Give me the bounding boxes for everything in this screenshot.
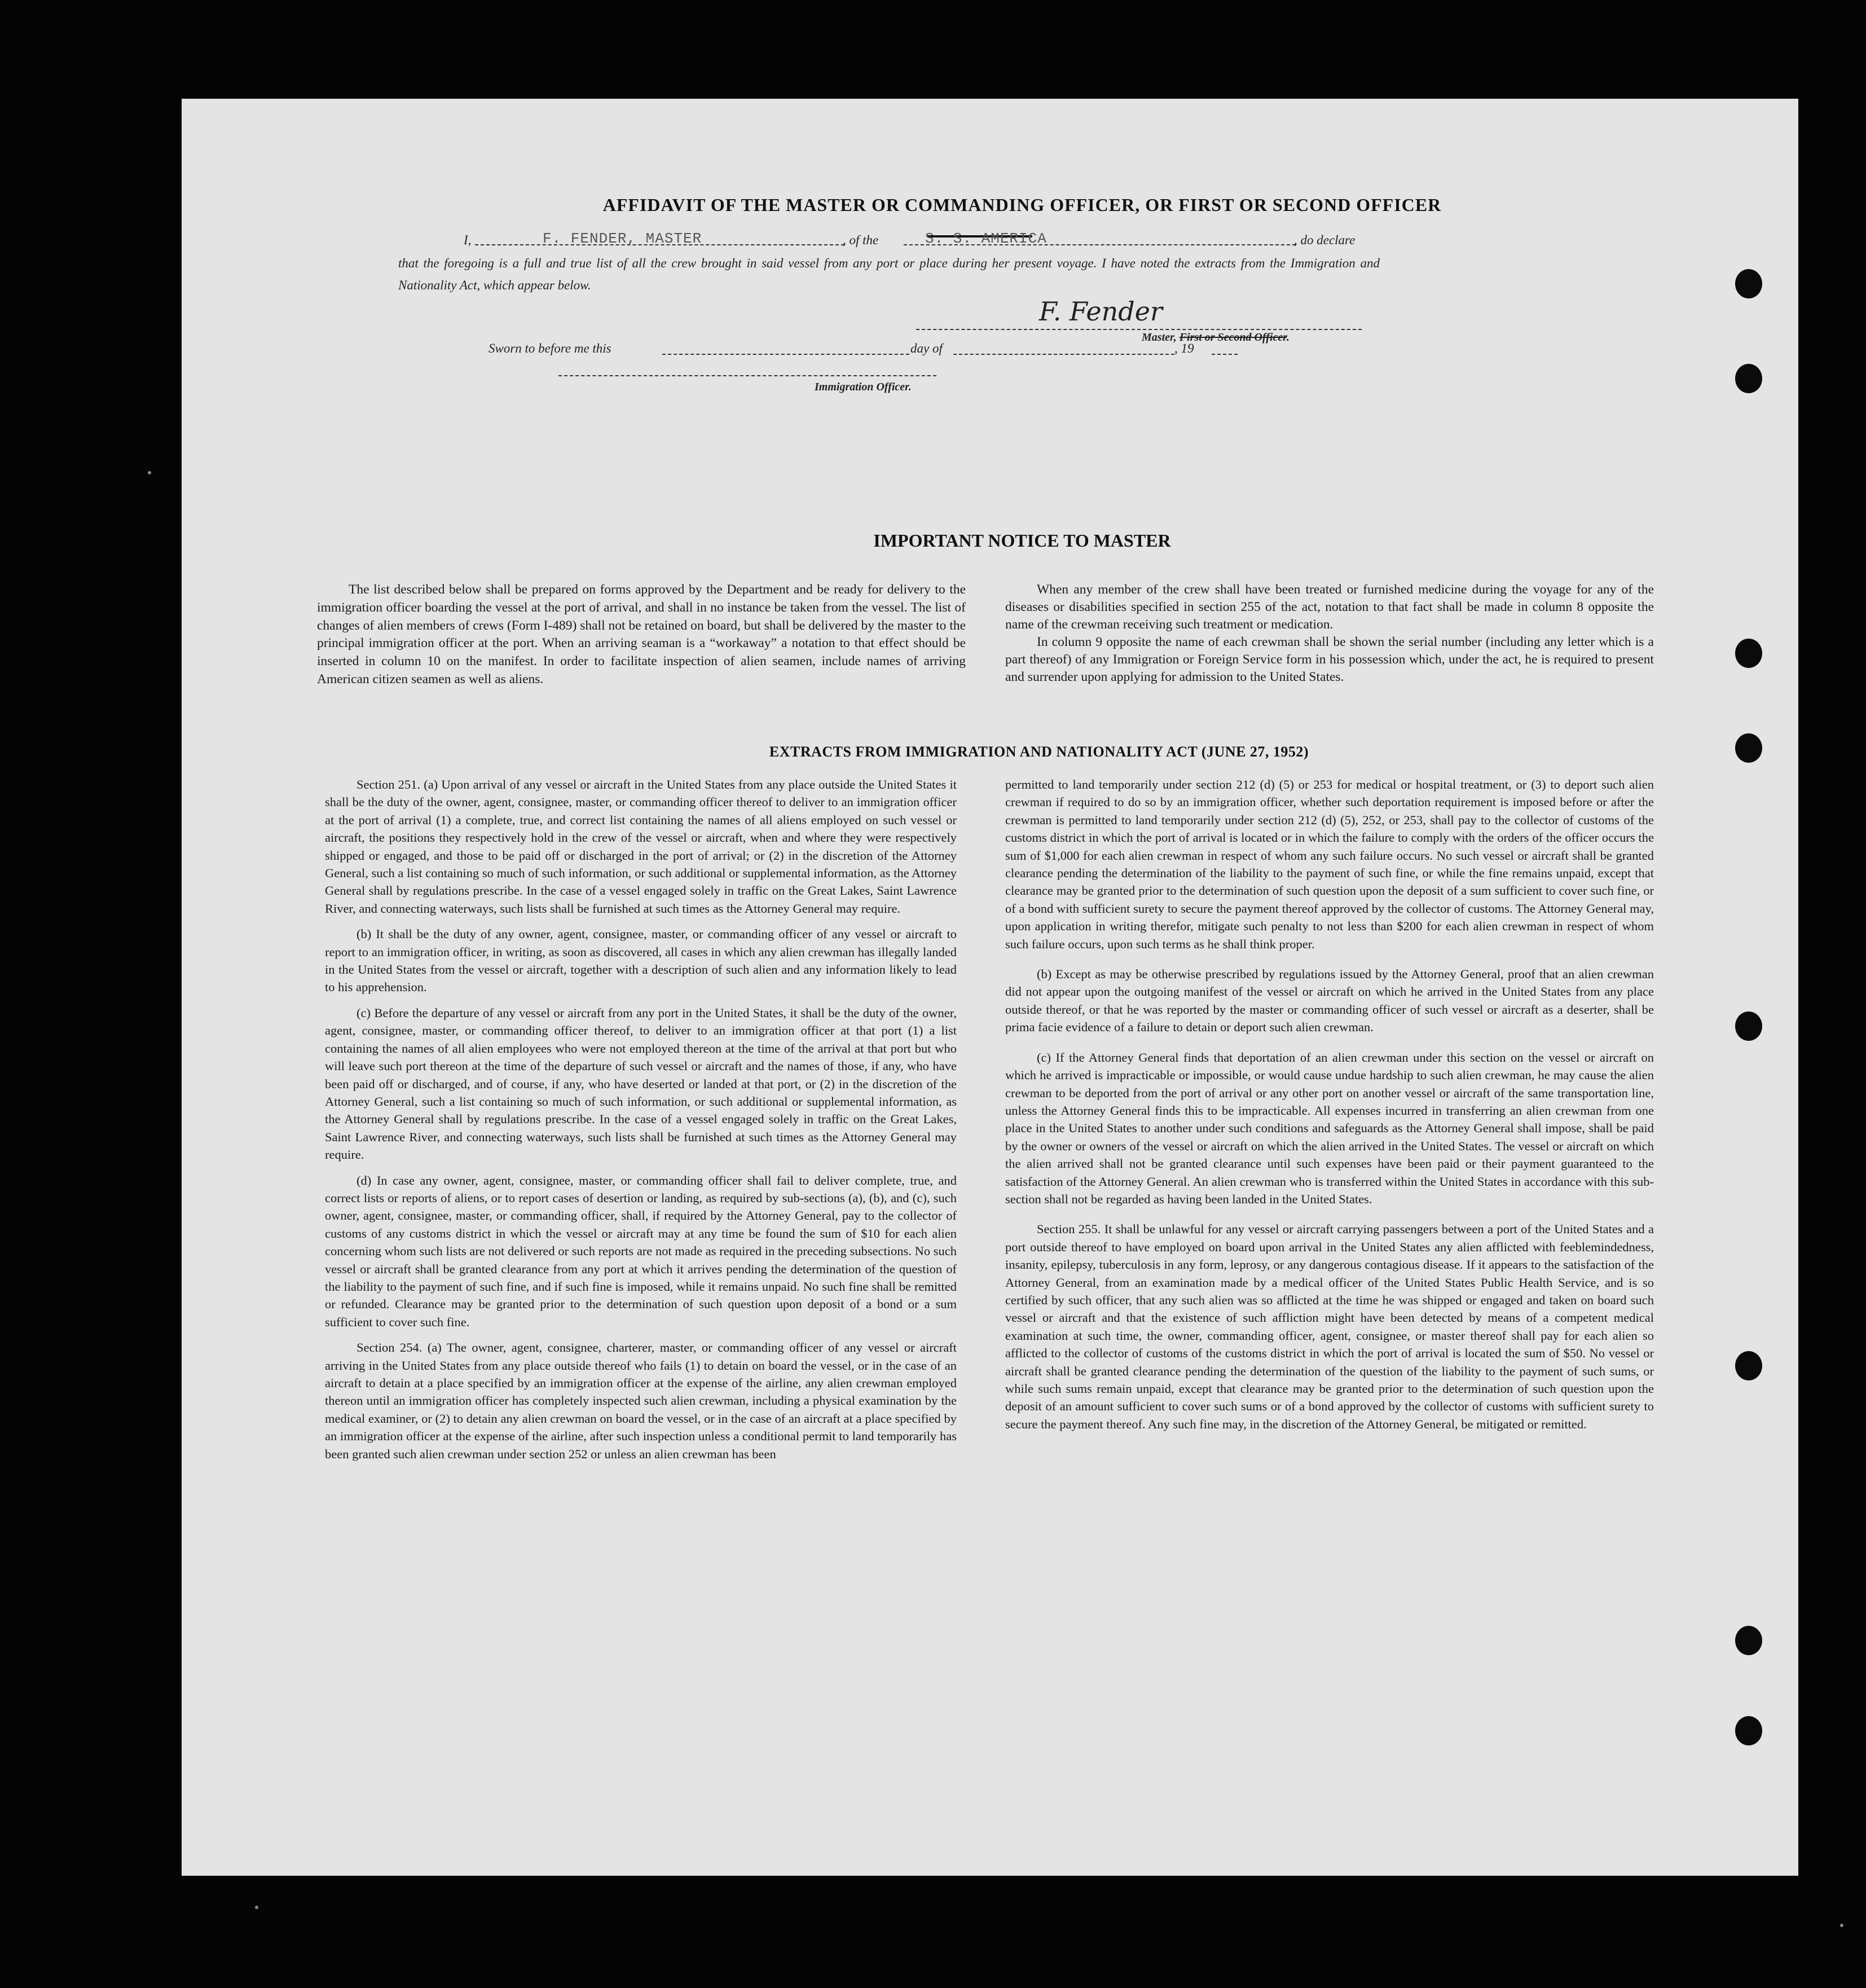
punch-hole	[1735, 1351, 1762, 1380]
notice-left-column	[317, 581, 966, 689]
master-signature: F. Fender	[1039, 296, 1163, 327]
section-251-d: (d) In case any owner, agent, consignee, master, or commanding officer shall fail to deliver complete, true, and correct lists or reports of aliens, or to report cases of desertion or landing, as required by sub-sections (a), (b), and (c), such owner, agent, consignee, master, or commanding officer, shall, if required by the Attorney General, pay to the collector of customs of any customs district in which the vessel or aircraft may at any time be found the sum of $10 for each alien concerning whom such lists are not delivered or such reports are not made as required in the preceding subsections. No such vessel or aircraft shall be granted clearance from any port at which it arrives pending the determination of the question of the liability to the payment of such fine, and if such fine is imposed, while it remains unpaid. No such fine shall be remitted or refunded. Clearance may be granted prior to the determination of such question upon deposit of a bond or a sum sufficient to cover such fine.	[325, 1173, 957, 1329]
section-251-c: (c) Before the departure of any vessel or aircraft from any port in the United States, it shall be the duty of the owner, agent, consignee, master, or commanding officer thereof, to deliver to an immigration officer at that port (1) a list containing the names of all alien employees who were not employed thereon at the time of the arrival at that port but who will leave such port thereon at the time of the departure of such vessel or aircraft and the names of those, if any, who have been paid off or discharged, and of course, if any, who have deserted or landed at that port, or (2) in the discretion of the Attorney General, such a list containing so much of such information, or such additional or supplemental information, as the Attorney General shall by regulations prescribe. In the case of a vessel engaged solely in traffic on the Great Lakes, Saint Lawrence River, and connecting waterways, such lists shall be furnished at such times as the Attorney General may require.	[325, 1005, 957, 1162]
notice-right-paragraph-1: When any member of the crew shall have been treated or furnished medicine during the voyage for any of the diseases or disabilities specified in section 255 of the act, notation to that fact shall be made in column 8 opposite the name of the crewman receiving such treatment or medication.	[1005, 582, 1654, 632]
section-254-a-continued: permitted to land temporarily under section 212 (d) (5) or 253 for medical or hospital treatment, or (3) to deport such alien crewman if required to do so by an immigration officer, whether such deportation requirement is imposed before or after the crewman is permitted to land temporarily under section 212 (d) (5), 252, or 253, shall pay to the collector of customs of the customs district in which the port of arrival is located or in which the failure to comply with the orders of the officer occurs the sum of $1,000 for each alien crewman in respect of whom any such failure occurs. No such vessel or aircraft shall be granted clearance pending the determination of the liability to the payment of such fine, or while the fine remains unpaid, except that clearance may be granted prior to the determination of such question upon the deposit of a sum sufficient to cover such fine, or of a bond with sufficient surety to secure the payment thereof approved by the collector of customs. The Attorney General may, upon application in writing therefor, mitigate such penalty to not less than $200 for each alien crewman in respect of whom such failure occurs, upon such terms as he shall think proper.	[1005, 777, 1654, 951]
master-title-label	[1142, 331, 1290, 344]
sworn-label: Sworn to before me this	[488, 341, 611, 355]
month-line	[953, 354, 1174, 355]
extracts-right-column	[1005, 776, 1654, 1441]
sworn-date-line	[662, 354, 909, 355]
struck-officer-label: First or Second Officer	[1179, 331, 1287, 344]
year-label: , 19	[1174, 341, 1194, 355]
section-254-c: (c) If the Attorney General finds that deportation of an alien crewman under this section on the vessel or aircraft on which he arrived is impracticable or impossible, or would cause undue hardship to such alien crewman, he may cause the alien crewman to be deported from the port of arrival or any other port on another vessel or aircraft of the same transportation line, unless the Attorney General finds this to be impracticable. All expenses incurred in transferring an alien crewman from one place in the United States to another under such conditions and safeguards as the Attorney General shall impose, shall be paid by the owner or owners of the vessel or aircraft on which the alien arrived in the United States. The vessel or aircraft on which the alien arrived shall not be granted clearance until such expenses have been paid or their payment guaranteed to the satisfaction of the Attorney General. An alien crewman who is transferred within the United States in accordance with this sub-section shall not be regarded as having been landed in the United States.	[1005, 1050, 1654, 1206]
punch-hole	[1735, 1626, 1762, 1655]
master-label: Master,	[1142, 331, 1177, 344]
name-typed-value: F. FENDER, MASTER	[543, 230, 702, 247]
document-page	[182, 99, 1798, 1876]
do-declare-label: , do declare	[1294, 233, 1356, 247]
affidavit-title: AFFIDAVIT OF THE MASTER OR COMMANDING OFFICER, OR FIRST OR SECOND OFFICER	[602, 195, 1442, 215]
notice-right-column	[1005, 581, 1654, 686]
punch-hole	[1735, 269, 1762, 298]
vessel-typed-value: S. S. AMERICA	[925, 230, 1047, 247]
film-speck	[255, 1906, 258, 1909]
section-255: Section 255. It shall be unlawful for any vessel or aircraft carrying passengers between a port of the United States and a port outside thereof to have employed on board upon arrival in the United States any alien afflicted with feeblemindedness, insanity, epilepsy, tuberculosis in any form, leprosy, or any dangerous contagious disease. If it appears to the satisfaction of the Attorney General, from an examination made by a medical officer of the United States Public Health Service, and is so certified by such officer, that any such alien was so afflicted at the time he was shipped or engaged and taken on board such vessel or aircraft and that the existence of such affliction might have been detected by means of a competent medical examination at such time, the owner, commanding officer, agent, consignee, or master thereof shall pay for each alien so afflicted to the collector of customs of the customs district in which the port of arrival is located the sum of $50. No vessel or aircraft shall be granted clearance pending the determination of the question of the liability to the payment of such sums, or while such sums remain unpaid, except that clearance may be granted prior to the determination of such question upon the deposit of an amount sufficient to cover such sums or of a bond approved by the collector of customs with sufficient surety to secure the payment thereof. Any such fine may, in the discretion of the Attorney General, be mitigated or remitted.	[1005, 1222, 1654, 1431]
notice-title: IMPORTANT NOTICE TO MASTER	[873, 530, 1171, 551]
of-the-label: , of the	[843, 233, 879, 247]
punch-hole	[1735, 1716, 1762, 1745]
punch-hole	[1735, 364, 1762, 393]
master-label-end: .	[1286, 331, 1290, 344]
declaration-text: that the foregoing is a full and true list of all the crew brought in said vessel from any port or place during her present voyage. I have noted the extracts from the Immigration and Nationality Act, which appear below.	[398, 256, 1380, 292]
extracts-left-column	[325, 776, 957, 1471]
film-speck	[1840, 1924, 1843, 1927]
section-254-a: Section 254. (a) The owner, agent, consignee, charterer, master, or commanding officer of any vessel or aircraft arriving in the United States from any place outside thereof who fails (1) to detain on board the vessel, or in the case of an aircraft to detain at a place specified by an immigration officer at the expense of the airline, any alien crewman employed thereon until an immigration officer has completely inspected such alien crewman, including a physical examination by the medical examiner, or (2) to detain any alien crewman on board the vessel, or in the case of an aircraft at a place specified by an immigration officer at the expense of the airline, after such inspection unless a conditional permit to land temporarily has been granted such alien crewman under section 252 or unless an alien crewman has been	[325, 1340, 957, 1461]
year-line	[1212, 354, 1238, 355]
signature-line	[916, 329, 1362, 330]
day-of-label: day of	[910, 341, 943, 355]
section-251-a: Section 251. (a) Upon arrival of any vessel or aircraft in the United States from any place outside the United States it shall be the duty of the owner, agent, consignee, master, or commanding officer thereof to deliver to an immigration officer at the port of arrival (1) a complete, true, and correct list containing the names of all aliens employed on such vessel or aircraft, the positions they respectively hold in the crew of the vessel or aircraft, when and where they were respectively shipped or engaged, and those to be paid off or discharged in the port of arrival; or (2) in the discretion of the Attorney General, such a list containing so much of such information, or such additional or supplemental information, as the Attorney General shall by regulations prescribe. In the case of a vessel engaged solely in traffic on the Great Lakes, Saint Lawrence River, and connecting waterways, such lists shall be furnished at such times as the Attorney General may require.	[325, 777, 957, 916]
section-254-b: (b) Except as may be otherwise prescribed by regulations issued by the Attorney General, proof that an alien crewman did not appear upon the outgoing manifest of the vessel or aircraft on which he arrived in the United States from any place outside thereof, or that he was reported by the master or commanding officer of such vessel or aircraft as a deserter, shall be prima facie evidence of a failure to detain or deport such alien crewman.	[1005, 967, 1654, 1035]
i-label: I,	[464, 233, 472, 247]
extracts-title: EXTRACTS FROM IMMIGRATION AND NATIONALITY ACT (JUNE 27, 1952)	[769, 744, 1309, 760]
film-speck	[148, 471, 151, 474]
notice-left-paragraph: The list described below shall be prepared on forms approved by the Department and be ready for delivery to the immigration officer boarding the vessel at the port of arrival, and shall in no instance be taken from the vessel. The list of changes of alien members of crews (Form I-489) shall not be retained on board, but shall be delivered by the master to the principal immigration officer at the port. When an arriving seaman is a “workaway” a notation to that effect should be inserted in column 10 on the manifest. In order to facilitate inspection of alien seamen, include names of arriving American citizen seamen as well as aliens.	[317, 582, 966, 687]
immigration-officer-label: Immigration Officer.	[815, 381, 912, 393]
punch-hole	[1735, 639, 1762, 668]
punch-hole	[1735, 733, 1762, 763]
punch-hole	[1735, 1011, 1762, 1041]
immigration-officer-line	[558, 375, 936, 376]
notice-right-paragraph-2: In column 9 opposite the name of each crewman shall be shown the serial number (including any letter which is a part thereof) of any Immigration or Foreign Service form in his possession which, under the act, he is required to present and surrender upon applying for admission to the United States.	[1005, 635, 1654, 684]
section-251-b: (b) It shall be the duty of any owner, agent, consignee, master, or commanding officer of any vessel or aircraft to report to an immigration officer, in writing, as soon as discovered, all cases in which any alien crewman has illegally landed in the United States from the vessel or aircraft, together with a description of such alien and any information likely to lead to his apprehension.	[325, 927, 957, 995]
